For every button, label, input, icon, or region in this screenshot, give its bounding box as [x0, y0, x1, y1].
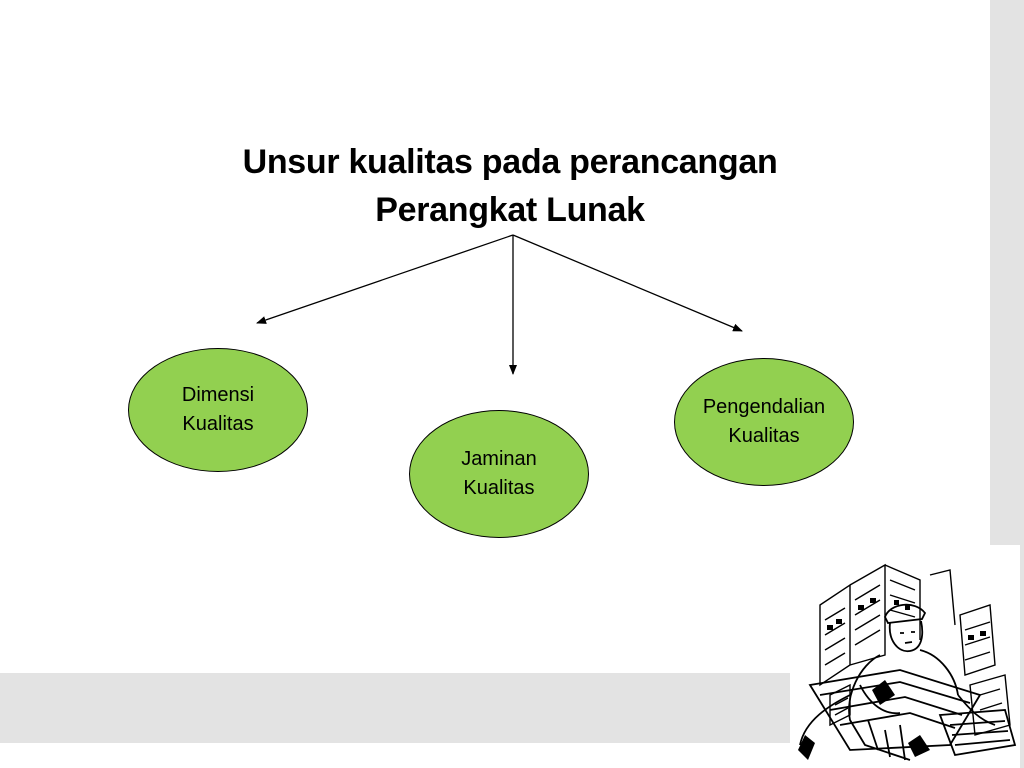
node-dimensi-line-1: Dimensi: [181, 384, 255, 406]
node-jaminan-line-1: Jaminan: [461, 448, 537, 470]
slide-title-line-1: Unsur kualitas pada perancangan: [242, 143, 778, 181]
node-dimensi-line-2: Kualitas: [182, 413, 254, 435]
arrow-to-dimensi-kualitas: [257, 235, 513, 323]
node-dimensi-kualitas: [128, 348, 308, 472]
worker-carrying-box-illustration: [790, 545, 1020, 768]
slide-title-line-2: Perangkat Lunak: [375, 191, 645, 229]
node-pengendalian-line-1: Pengendalian: [702, 396, 826, 418]
node-pengendalian-line-2: Kualitas: [728, 425, 800, 447]
node-jaminan-line-2: Kualitas: [463, 477, 535, 499]
arrow-to-pengendalian-kualitas: [513, 235, 742, 331]
node-jaminan-kualitas: [409, 410, 589, 538]
node-pengendalian-kualitas: [674, 358, 854, 486]
